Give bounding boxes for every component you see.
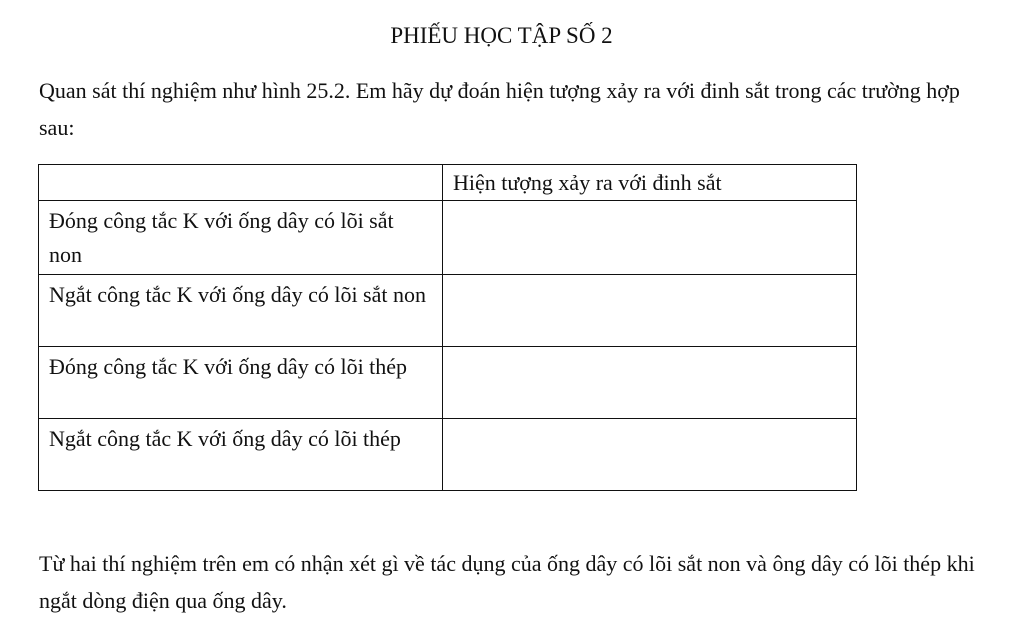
answer-cell[interactable] [443,275,857,347]
answer-cell[interactable] [443,419,857,491]
observation-table [38,164,857,491]
table-row [39,275,857,347]
answer-cell[interactable] [443,347,857,419]
instruction-paragraph: Quan sát thí nghiệm như hình 25.2. Em hãy dự đoán hiện tượng xảy ra với đinh sắt trong các trường hợp sau: [39,78,960,140]
case-cell: Đóng công tắc K với ống dây có lõi sắt non [39,201,443,275]
answer-cell[interactable] [443,201,857,275]
header-cell-empty [39,165,443,201]
case-cell: Đóng công tắc K với ống dây có lõi thép [39,347,443,419]
case-cell: Ngắt công tắc K với ống dây có lõi thép [39,419,443,491]
table-row [39,347,857,419]
header-cell-phenomenon: Hiện tượng xảy ra với đinh sắt [443,165,857,201]
table-header-row [39,165,857,201]
case-cell: Ngắt công tắc K với ống dây có lõi sắt non [39,275,443,347]
worksheet-title: PHIẾU HỌC TẬP SỐ 2 [390,23,613,48]
table-row [39,201,857,275]
question-paragraph: Từ hai thí nghiệm trên em có nhận xét gì về tác dụng của ống dây có lõi sắt non và ông dây có lõi thép khi ngắt dòng điện qua ống dây. [39,551,975,613]
table-row [39,419,857,491]
